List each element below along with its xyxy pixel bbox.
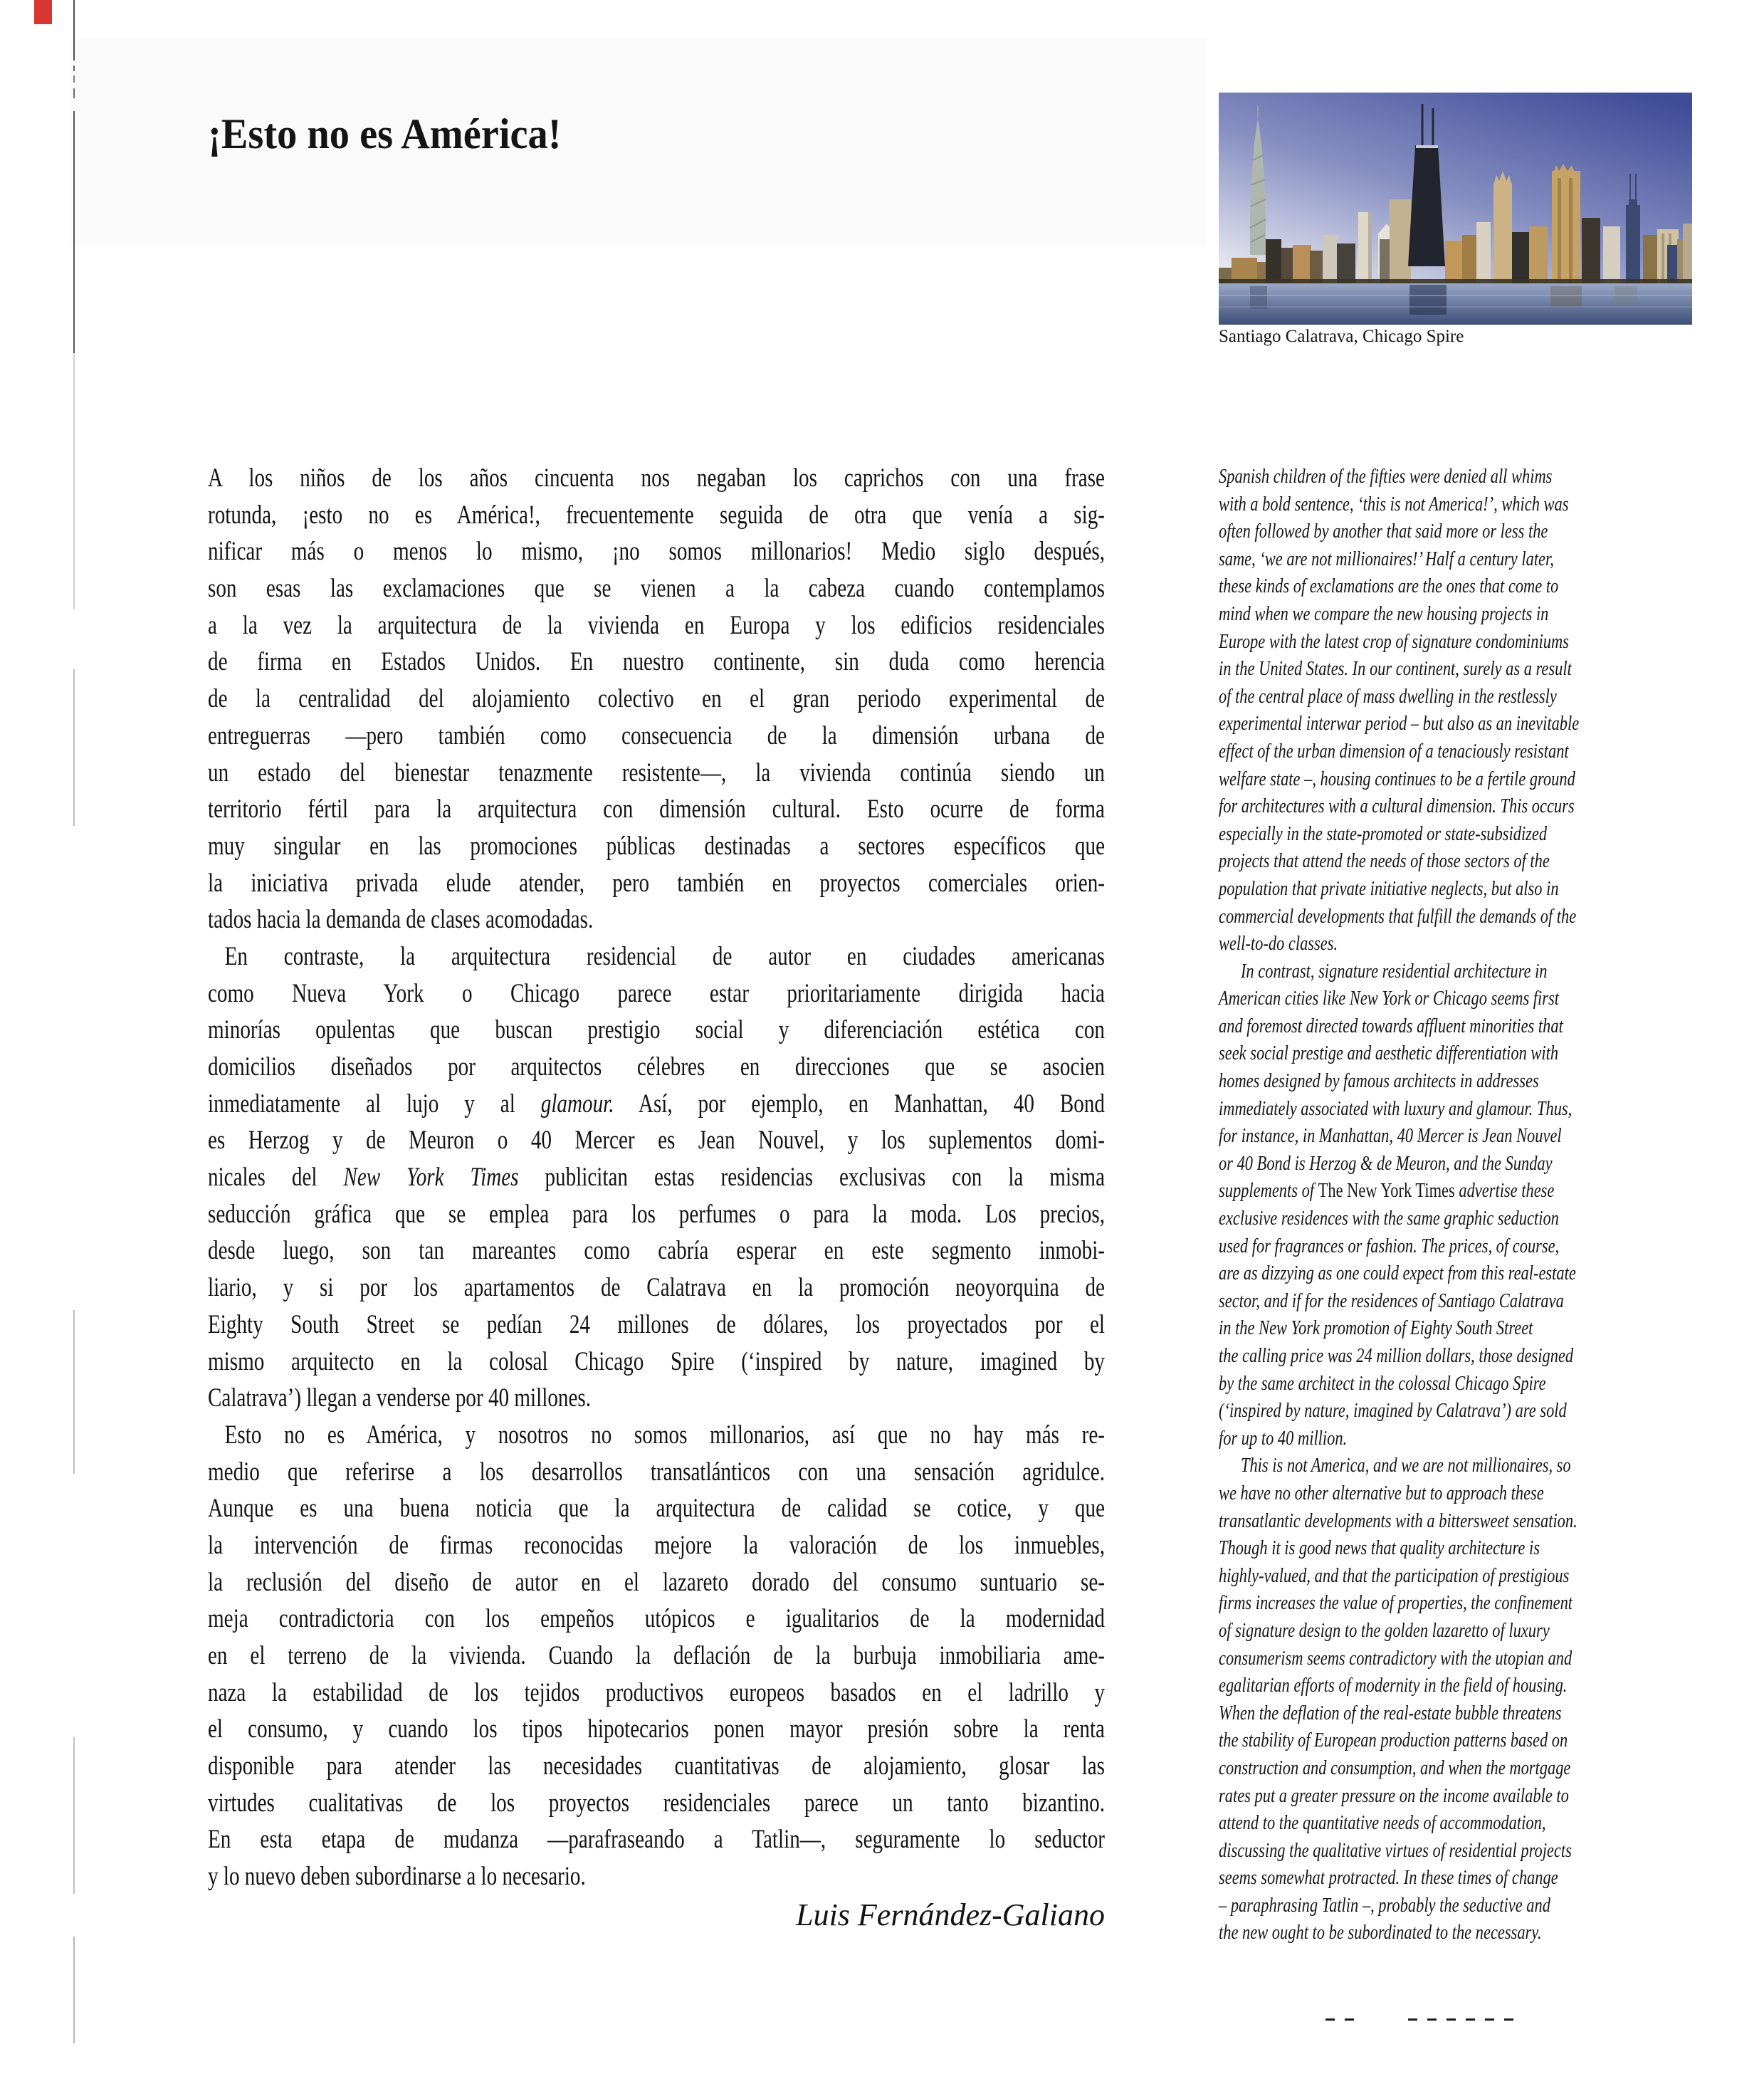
text-line: como Nueva York o Chicago parece estar prioritariamente dirigida hacia [208,978,1105,1008]
text-line: of signature design to the golden lazaretto of luxury [1219,1618,1550,1642]
text-line: for up to 40 million. [1219,1426,1348,1450]
footer-cropped-marks [1408,2018,1519,2021]
text-line: Calatrava’) llegan a venderse por 40 millones. [208,1383,592,1413]
text-line: Aunque es una buena noticia que la arquitectura de calidad se cotice, y que [208,1494,1105,1524]
text-line: firms increases the value of properties, the confinement [1219,1591,1573,1615]
text-line: nicales del New York Times publicitan estas residencias exclusivas con la misma [208,1163,1105,1193]
text-line: by the same architect in the colossal Chicago Spire [1219,1371,1546,1395]
text-line: es Herzog y de Meuron o 40 Mercer es Jean Nouvel, y los suplementos domi- [208,1126,1105,1156]
spanish-article-column [208,460,1105,1895]
text-line: A los niños de los años cincuenta nos negaban los caprichos con una frase [208,463,1105,493]
text-line: territorio fértil para la arquitectura con dimensión cultural. Esto ocurre de forma [208,795,1105,824]
text-line: – paraphrasing Tatlin –, probably the seductive and [1219,1893,1550,1917]
page-edge-line [73,353,75,609]
text-line: mismo arquitecto en la colosal Chicago Spire (‘inspired by nature, imagined by [208,1346,1105,1376]
text-line: en el terreno de la vivienda. Cuando la deflación de la burbuja inmobiliaria ame- [208,1641,1105,1670]
text-line: rotunda, ¡esto no es América!, frecuentemente seguida de otra que venía a sig- [208,500,1105,530]
text-line: of the central place of mass dwelling in the restlessly [1219,684,1557,708]
text-line: and foremost directed towards affluent minorities that [1219,1014,1563,1037]
page-title: ¡Esto no es América! [208,110,562,158]
page-edge-line [73,111,75,353]
text-line: minorías opulentas que buscan prestigio social y diferenciación estética con [208,1015,1105,1045]
english-translation-column [1219,463,1681,1947]
text-line: mind when we compare the new housing projects in [1219,602,1549,625]
text-line: transatlantic developments with a bittersweet sensation. [1219,1509,1577,1532]
text-line: a la vez la arquitectura de la vivienda en Europa y los edificios residenciales [208,610,1105,640]
red-registration-mark [34,0,52,24]
footer-cropped-marks [1325,2018,1358,2021]
text-line: desde luego, son tan mareantes como cabría esperar en este segmento inmobi- [208,1236,1105,1266]
text-line: el consumo, y cuando los tipos hipotecarios ponen mayor presión sobre la renta [208,1714,1105,1744]
text-line: This is not America, and we are not millionaires, so [1240,1454,1571,1477]
text-line: used for fragrances or fashion. The prices, of course, [1219,1234,1560,1257]
text-line: the stability of European production patterns based on [1219,1729,1568,1752]
text-line: experimental interwar period – but also as an inevitable [1219,712,1580,735]
text-line: la reclusión del diseño de autor en el lazareto dorado del consumo suntuario se- [208,1567,1105,1597]
text-line: domicilios diseñados por arquitectos célebres en direcciones que se asocien [208,1052,1105,1081]
text-line: well-to-do classes. [1219,932,1338,955]
text-line: Europe with the latest crop of signature condominiums [1219,629,1569,653]
text-line: de firma en Estados Unidos. En nuestro continente, sin duda como herencia [208,647,1105,677]
text-line: When the deflation of the real-estate bubble threatens [1219,1701,1562,1724]
text-line: seek social prestige and aesthetic differentiation with [1219,1042,1559,1065]
text-line: American cities like New York or Chicago seems first [1219,987,1559,1010]
text-line: immediately associated with luxury and glamour. Thus, [1219,1096,1573,1120]
text-line: especially in the state-promoted or state-subsidized [1219,822,1548,845]
page-edge-line [73,1737,75,1894]
page-edge-line [73,75,75,83]
text-line: discussing the qualitative virtues of residential projects [1219,1838,1572,1862]
text-line: In contrast, signature residential architecture in [1240,959,1548,983]
text-line: attend to the quantitative needs of accommodation, [1219,1811,1546,1835]
text-line: we have no other alternative but to approach these [1219,1481,1544,1504]
page-edge-line [73,1310,75,1474]
text-line: En esta etapa de mudanza —parafraseando a Tatlin—, seguramente lo seductor [208,1825,1105,1855]
text-line: seducción gráfica que se emplea para los perfumes o para la moda. Los precios, [208,1199,1105,1229]
text-line: homes designed by famous architects in addresses [1219,1069,1539,1093]
text-line: Though it is good news that quality architecture is [1219,1536,1540,1560]
text-line: (‘inspired by nature, imagined by Calatrava’) are sold [1219,1399,1567,1423]
page-edge-line [73,66,75,71]
text-line: effect of the urban dimension of a tenaciously resistant [1219,739,1569,763]
text-line: y lo nuevo deben subordinarse a lo necesario. [208,1862,586,1892]
text-line: En contraste, la arquitectura residencial de autor en ciudades americanas [224,941,1105,971]
text-line: de la centralidad del alojamiento colectivo en el gran periodo experimental de [208,684,1105,714]
text-line: welfare state –, housing continues to be a fertile ground [1219,767,1575,790]
text-line: consumerism seems contradictory with the utopian and [1219,1646,1573,1670]
text-line: population that private initiative neglects, but also in [1219,876,1559,900]
text-line: un estado del bienestar tenazmente resistente—, la vivienda continúa siendo un [208,758,1105,787]
text-line: liario, y si por los apartamentos de Calatrava en la promoción neoyorquina de [208,1273,1105,1303]
text-line: projects that attend the needs of those sectors of the [1219,849,1550,873]
text-line: in the United States. In our continent, surely as a result [1219,657,1572,681]
photo-caption: Santiago Calatrava, Chicago Spire [1219,327,1464,346]
text-line: often followed by another that said more or less the [1219,520,1548,543]
text-line: Esto no es América, y nosotros no somos millonarios, así que no hay más re- [224,1420,1105,1450]
text-line: egalitarian efforts of modernity in the field of housing. [1219,1674,1568,1697]
text-line: the new ought to be subordinated to the necessary. [1219,1921,1542,1944]
text-line: for instance, in Manhattan, 40 Mercer is Jean Nouvel [1219,1124,1562,1148]
text-line: for architectures with a cultural dimension. This occurs [1219,795,1575,818]
chicago-skyline-photo [1219,93,1692,325]
text-line: seems somewhat protracted. In these times of change [1219,1866,1558,1890]
text-line: disponible para atender las necesidades cuantitativas de alojamiento, glosar las [208,1751,1105,1781]
text-line: supplements of The New York Times advertise these [1219,1179,1555,1203]
text-line: inmediatamente al lujo y al glamour. Así, por ejemplo, en Manhattan, 40 Bond [208,1089,1105,1119]
text-line: muy singular en las promociones públicas destinadas a sectores específicos que [208,831,1105,861]
text-line: exclusive residences with the same graphic seduction [1219,1207,1559,1230]
text-line: nificar más o menos lo mismo, ¡no somos millonarios! Medio siglo después, [208,537,1105,567]
text-line: Eighty South Street se pedían 24 millones de dólares, los proyectados por el [208,1309,1105,1339]
page-edge-line [73,88,75,98]
text-line: naza la estabilidad de los tejidos productivos europeos basados en el ladrillo y [208,1677,1105,1707]
text-line: construction and consumption, and when the mortgage [1219,1756,1571,1779]
page-edge-line [73,0,75,61]
text-line: highly-valued, and that the participation of prestigious [1219,1564,1570,1587]
text-line: commercial developments that fulfill the demands of the [1219,904,1577,928]
text-line: sector, and if for the residences of Santiago Calatrava [1219,1289,1564,1312]
text-line: tados hacia la demanda de clases acomodadas. [208,905,594,935]
page-edge-line [73,669,75,826]
text-line: entreguerras —pero también como consecuencia de la dimensión urbana de [208,721,1105,750]
text-line: la iniciativa privada elude atender, pero también en proyectos comerciales orien- [208,868,1105,898]
text-line: la intervención de firmas reconocidas mejore la valoración de los inmuebles, [208,1530,1105,1560]
page-edge-line [73,1937,75,2043]
text-line: same, ‘we are not millionaires!’ Half a century later, [1219,547,1554,570]
text-line: virtudes cualitativas de los proyectos residenciales parece un tanto bizantino. [208,1788,1105,1818]
text-line: meja contradictoria con los empeños utópicos e igualitarios de la modernidad [208,1604,1105,1634]
text-line: rates put a greater pressure on the income available to [1219,1784,1569,1807]
text-line: with a bold sentence, ‘this is not America!’, which was [1219,492,1569,515]
text-line: or 40 Bond is Herzog & de Meuron, and the Sunday [1219,1151,1553,1175]
text-line: are as dizzying as one could expect from this real-estate [1219,1262,1576,1285]
text-line: medio que referirse a los desarrollos transatlánticos con una sensación agridulce. [208,1457,1105,1487]
text-line: Spanish children of the fifties were denied all whims [1219,465,1553,488]
author-signature: Luis Fernández-Galiano [796,1897,1105,1932]
text-line: these kinds of exclamations are the ones that come to [1219,575,1559,598]
text-line: in the New York promotion of Eighty South Street [1219,1316,1533,1340]
text-line: the calling price was 24 million dollars, those designed [1219,1344,1574,1367]
text-line: son esas las exclamaciones que se vienen a la cabeza cuando contemplamos [208,574,1105,604]
